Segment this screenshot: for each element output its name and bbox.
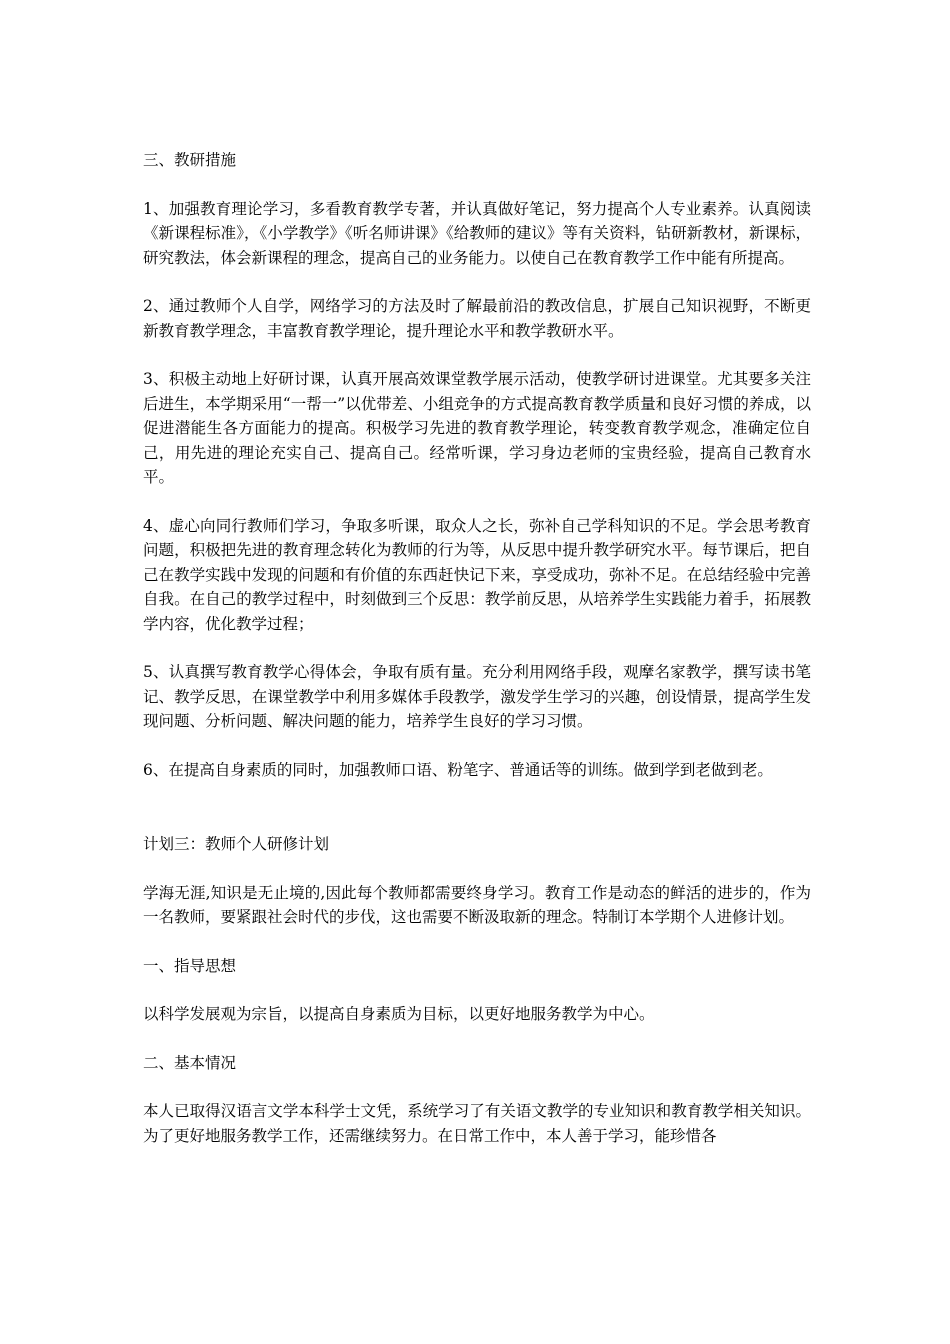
measure-paragraph-6: 6、在提高自身素质的同时，加强教师口语、粉笔字、普通话等的训练。做到学到老做到老。	[143, 760, 773, 779]
section-spacer	[143, 806, 811, 832]
guiding-thought-heading: 一、指导思想	[143, 956, 237, 975]
measure-paragraph-3: 3、积极主动地上好研讨课，认真开展高效课堂教学展示活动，使教学研讨进课堂。尤其要多关注后进生，本学期采用“一帮一”以优带差、小组竞争的方式提高教育教学质量和良好习惯的养成，以促进潜能生各方面能力的提高。积极学习先进的教育教学理论，转变教育教学观念，准确定位自己，用先进的理论充实自己、提高自己。经常听课，学习身边老师的宝贵经验，提高自己教育水平。	[143, 370, 811, 486]
measure-paragraph-5: 5、认真撰写教育教学心得体会，争取有质有量。充分利用网络手段，观摩名家教学，撰写读书笔记、教学反思，在课堂教学中利用多媒体手段教学，激发学生学习的兴趣，创设情景，提高学生发现问题、分析问题、解决问题的能力，培养学生良好的学习习惯。	[143, 663, 811, 730]
plan-three-title: 计划三：教师个人研修计划	[143, 835, 330, 853]
plan-three-intro: 学海无涯,知识是无止境的,因此每个教师都需要终身学习。教育工作是动态的鲜活的进步的，作为一名教师，要紧跟社会时代的步伐，这也需要不断汲取新的理念。特制订本学期个人进修计划。	[143, 883, 811, 926]
basic-situation-text: 本人已取得汉语言文学本科学士文凭，系统学习了有关语文教学的专业知识和教育教学相关知识。为了更好地服务教学工作，还需继续努力。在日常工作中，本人善于学习，能珍惜各	[143, 1102, 811, 1145]
measure-paragraph-1: 1、加强教育理论学习，多看教育教学专著，并认真做好笔记，努力提高个人专业素养。认真阅读《新课程标准》，《小学教学》《听名师讲课》《给教师的建议》等有关资料，钻研新教材，新课标，研究教法，体会新课程的理念，提高自己的业务能力。以使自己在教育教学工作中能有所提高。	[143, 199, 811, 267]
section-heading-teaching-research-measures: 三、教研措施	[143, 151, 237, 169]
basic-situation-heading: 二、基本情况	[143, 1053, 237, 1072]
measure-paragraph-2: 2、通过教师个人自学，网络学习的方法及时了解最前沿的教改信息，扩展自己知识视野，不断更新教育教学理念，丰富教育教学理论，提升理论水平和教学教研水平。	[143, 297, 811, 340]
measure-paragraph-4: 4、虚心向同行教师们学习，争取多听课，取众人之长，弥补自己学科知识的不足。学会思考教育问题，积极把先进的教育理念转化为教师的行为等，从反思中提升教学研究水平。每节课后，把自己在教学实践中发现的问题和有价值的东西赶快记下来，享受成功，弥补不足。在总结经验中完善自我。在自己的教学过程中，时刻做到三个反思：教学前反思，从培养学生实践能力着手，拓展教学内容，优化教学过程；	[143, 516, 811, 633]
guiding-thought-text: 以科学发展观为宗旨，以提高自身素质为目标，以更好地服务教学为中心。	[143, 1005, 655, 1023]
document-page	[143, 148, 811, 1172]
